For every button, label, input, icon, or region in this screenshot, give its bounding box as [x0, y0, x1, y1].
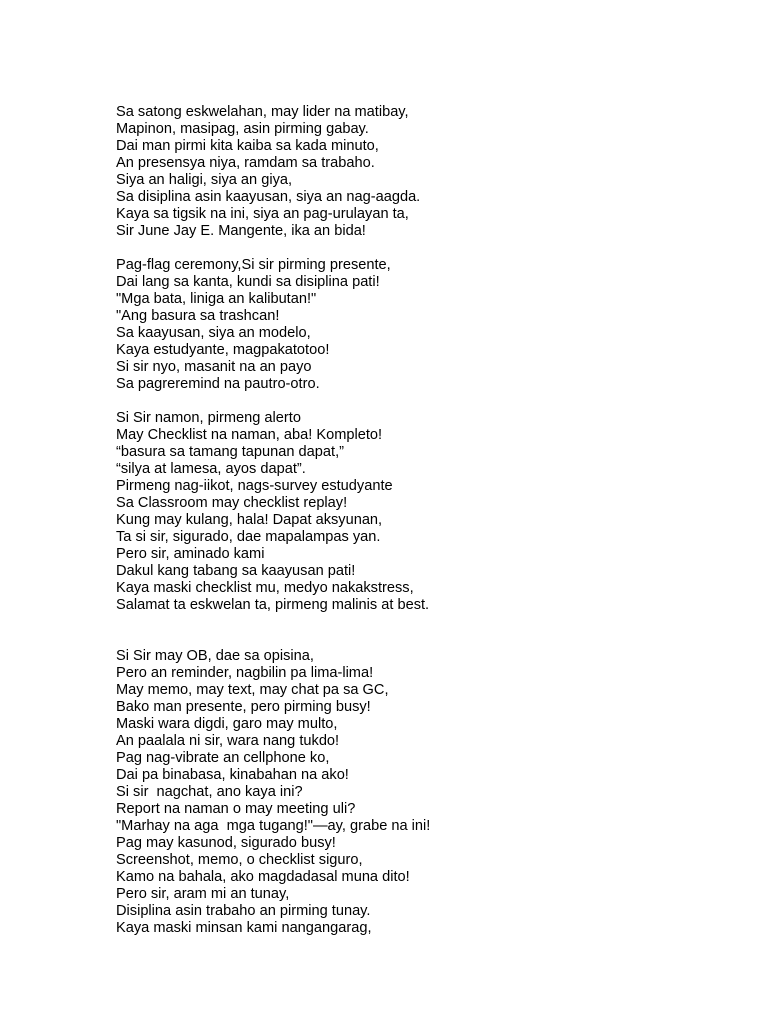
poem-line: Kaya estudyante, magpakatotoo!	[116, 342, 330, 358]
poem-line: Si Sir namon, pirmeng alerto	[116, 410, 301, 426]
poem-line: May Checklist na naman, aba! Kompleto!	[116, 427, 383, 443]
poem-line: An presensya niya, ramdam sa trabaho.	[116, 155, 375, 171]
poem-line: Dai pa binabasa, kinabahan na ako!	[116, 767, 349, 783]
poem-line: Screenshot, memo, o checklist siguro,	[116, 852, 363, 868]
poem-line: Sir June Jay E. Mangente, ika an bida!	[116, 223, 366, 239]
stanza-4	[116, 648, 736, 937]
poem-line: Dai lang sa kanta, kundi sa disiplina pati!	[116, 274, 380, 290]
poem-line: Si sir nagchat, ano kaya ini?	[116, 784, 303, 800]
poem-line: Sa satong eskwelahan, may lider na matibay,	[116, 104, 409, 120]
poem-line: “basura sa tamang tapunan dapat,”	[116, 444, 344, 460]
stanza-1	[116, 104, 736, 240]
poem-line: "Ang basura sa trashcan!	[116, 308, 280, 324]
poem-line: Si sir nyo, masanit na an payo	[116, 359, 312, 375]
poem-body	[116, 104, 736, 937]
poem-line: Kaya maski checklist mu, medyo nakakstress,	[116, 580, 414, 596]
poem-line: Pag-flag ceremony,Si sir pirming presente,	[116, 257, 391, 273]
poem-line: Kaya maski minsan kami nangangarag,	[116, 920, 372, 936]
poem-line: Disiplina asin trabaho an pirming tunay.	[116, 903, 371, 919]
poem-line: Sa kaayusan, siya an modelo,	[116, 325, 311, 341]
poem-line: Salamat ta eskwelan ta, pirmeng malinis at best.	[116, 597, 430, 613]
poem-line: Bako man presente, pero pirming busy!	[116, 699, 371, 715]
stanza-2	[116, 257, 736, 393]
poem-line: "Marhay na aga mga tugang!"—ay, grabe na ini!	[116, 818, 431, 834]
poem-line: Pirmeng nag-iikot, nags-survey estudyante	[116, 478, 393, 494]
poem-line: May memo, may text, may chat pa sa GC,	[116, 682, 389, 698]
poem-line: Dai man pirmi kita kaiba sa kada minuto,	[116, 138, 379, 154]
poem-line: "Mga bata, liniga an kalibutan!"	[116, 291, 317, 307]
poem-line: Ta si sir, sigurado, dae mapalampas yan.	[116, 529, 381, 545]
poem-line: Pero sir, aminado kami	[116, 546, 265, 562]
poem-line: Si Sir may OB, dae sa opisina,	[116, 648, 314, 664]
poem-line: Pag nag-vibrate an cellphone ko,	[116, 750, 330, 766]
poem-line: Pero sir, aram mi an tunay,	[116, 886, 290, 902]
poem-line: Mapinon, masipag, asin pirming gabay.	[116, 121, 369, 137]
poem-line: Pag may kasunod, sigurado busy!	[116, 835, 336, 851]
poem-line: Kamo na bahala, ako magdadasal muna dito!	[116, 869, 410, 885]
poem-line: An paalala ni sir, wara nang tukdo!	[116, 733, 340, 749]
poem-line: Dakul kang tabang sa kaayusan pati!	[116, 563, 356, 579]
stanza-3	[116, 410, 736, 614]
poem-line: Siya an haligi, siya an giya,	[116, 172, 293, 188]
poem-line: Report na naman o may meeting uli?	[116, 801, 356, 817]
poem-line: “silya at lamesa, ayos dapat”.	[116, 461, 306, 477]
poem-line: Kaya sa tigsik na ini, siya an pag-urulayan ta,	[116, 206, 409, 222]
poem-line: Sa pagreremind na pautro-otro.	[116, 376, 320, 392]
poem-line: Kung may kulang, hala! Dapat aksyunan,	[116, 512, 383, 528]
poem-line: Sa disiplina asin kaayusan, siya an nag-aagda.	[116, 189, 421, 205]
poem-line: Pero an reminder, nagbilin pa lima-lima!	[116, 665, 374, 681]
poem-line: Sa Classroom may checklist replay!	[116, 495, 348, 511]
poem-line: Maski wara digdi, garo may multo,	[116, 716, 338, 732]
